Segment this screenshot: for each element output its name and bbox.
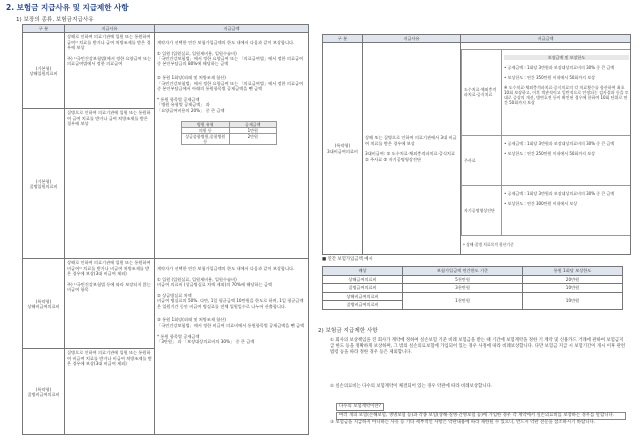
col-header-reason: 지급사유 [65,25,155,33]
limits-table [461,49,631,236]
cell: 10만원 [523,292,623,309]
restriction-para-2: ② 실손의료비는 다수의 보험계약이 체결되어 있는 경우 약관에 따라 비례보상합니다. [330,384,493,389]
hospital-type-table [181,121,277,145]
sub-cell: 의원 등 [182,127,230,133]
page-title: 2. 보험금 지급사유 및 지급제한 사항 [6,3,129,12]
example-table [322,266,623,310]
row-amount [155,33,309,259]
col-header-category: 구 분 [323,35,363,43]
boxed-text: 여러 개의 보험(손해보험, 생명보험 등)과 각종 보험(상해·질병·간병보험 등)에 가입한 경우 각 계약에서 실손의료비를 보장하는 경우를 말합니다. [336,412,626,420]
sub-cell: 2만원 [229,133,277,144]
row-amount [461,43,631,255]
cell: 상해비급여의료비 [323,292,403,300]
amount-text: 계약자가 선택한 연간 보험가입금액의 한도 내에서 다음과 같이 보상합니다. ① 입원 (입원실료, 입원제비용, 입원수술비) 「국민건강보험법」에서 정한 요양급여 또는 「의료급여법」에서 정한 의료급여 중 본인부담금의 80%에 해당하는 금액 [157,39,304,67]
section-line: • 보상한도 : 연간 300만원 이내에서 보상 [504,200,578,206]
section-line: • 보상한도 : 연간 250만원 이내에서 50회까지 보상 [504,150,596,156]
col-header-reason: 지급사유 [363,35,461,43]
row-reason: 질병으로 인하여 의료기관에 입원 또는 통원하여 비급여 치료를 받거나 비급여 처방조제를 받은 경우에 보상(3대 비급여 제외) [65,349,155,435]
row-reason: 상해로 인하여 의료기관에 입원 또는 통원하여 비급여¹⁾ 치료를 받거나 비급여 처방조제를 받은 경우에 보상(3대 비급여 제외) 주) ¹⁾국민건강보험법 등에 따라 보장되지 않는 비급여 항목 [65,259,155,349]
sub-cell: 공제금액 [229,121,277,127]
row-category: (특약형) 질병비급여의료비 [23,349,65,435]
section-lines [502,49,631,135]
row-category: (특약형) 상해비급여의료비 [23,259,65,349]
cell: 질병비급여의료비 [323,301,403,309]
row-category: (기본형) 질병입원의료비 [23,109,65,259]
table-row [23,259,309,349]
amount-text: 계약자가 선택한 연간 보험가입금액의 한도 내에서 다음과 같이 보상합니다. ① 입원 (입원실료, 입원제비용, 입원수술비) 비급여 의료비 (상급병실료 차액 제외)의 70%에 해당하는 금액 ② 상급병실료 차액 비급여 병실료의 50%. 다만, 1일 평균금액 10만원을 한도로 하며, 1일 평균금액은 입원기간 동안 비급여 병실료를 전체 입원일수로 나누어 산출합니다. [157,265,304,309]
row-category: (기본형) 상해입원의료비 [23,33,65,109]
table-row [323,43,631,255]
section-line: 보장금액 및 보장한도 [504,55,629,60]
row-category: (특약형) 3대비급여의료비 [323,43,363,255]
example-heading: ■ 연간 보험가입금액 예시 [322,257,373,262]
cell: 상해급여의료비 [323,276,403,284]
sub-cell: 1만원 [229,127,277,133]
restriction-heading: 2) 보험금 지급제한 사항 [318,328,378,334]
restriction-para-3: ③ 보험금을 지급하지 아니하는 사유 등 기타 세부적인 사항은 약관내용에 따라 제한될 수 있으니, 반드시 약관 전문을 참조하시기 바랍니다. [330,420,596,425]
row-reason: 상해 또는 질병으로 인하여 의료기관에서 3대 비급여 치료를 받은 경우에 보상 3대비급여: ① 도수치료·체외충격파치료·증식치료 ② 주사료 ③ 자기공명영상진단 [363,43,461,255]
cell: 20만원 [523,276,623,284]
col-header: 통원 1회당 보상한도 [523,267,623,276]
table-row [23,33,309,109]
sub-cell: 병원 유형 [182,121,230,127]
section-lines [502,135,631,185]
boxed-title: 다수의 보험계약이란? [336,403,384,411]
col-header-category: 구 분 [23,25,65,33]
section-name: 주사료 [462,135,502,185]
section-name: 도수치료·체외충격파치료·증식치료 [462,49,502,135]
cell: 10만원 [523,284,623,292]
cell: 5천만원 [403,276,523,284]
section-line: • 공제금액 : 1회당 3만원과 보장대상의료비의 30% 중 큰 금액 [504,64,615,70]
row-reason: 질병으로 인하여 의료기관에 입원 또는 통원하여 급여 치료를 받거나 급여 처방조제를 받은 경우에 보상 [65,109,155,259]
row-reason: 상해로 인하여 의료기관에 입원 또는 통원하여 급여¹⁾ 치료를 받거나 급여 처방조제를 받은 경우에 보상 주) ¹⁾국민건강보험법(에서 정한 요양급여 또는 의료급여법에서 정한 의료급여 [65,33,155,109]
section-line: • 보상한도 : 연간 350만원 이내에서 50회까지 보상 [504,74,596,80]
cell: 질병급여의료비 [323,284,403,292]
section-subtitle: 1) 보장의 종류, 보험금지급사유 [16,17,94,23]
noncovered-table [322,34,631,255]
coverage-table [22,24,309,435]
cell: 1천만원 [403,292,523,309]
row-amount [155,259,309,435]
section-line: • 공제금액 : 1회당 3만원과 보장대상의료비의 30% 중 큰 금액 [504,190,615,196]
restriction-para-1: ① 회사의 보상책임을 진 회사가 계약에 정하여 실손보험 기준 비례 보험금을 받는 때 기간에 보험계약을 정한 기 계약 및 신용카드 거래에 관하여 보험금지급 한도 등을 정확하게 보상하며, 그 밖의 실손의료보험에 가입되어 있는 경우 사정에 따라 비례보상합니다. 다만 보험금 지급 시 보험기간이 개시 이후 관련 법령 등을 따라 정한 경우 등은 제외합니다. [330,338,626,355]
section-name: 자기공명영상진단 [462,185,502,235]
multi-contract-box [336,392,626,420]
col-header: 보험가입금액 연간한도 기준 [403,267,523,276]
table-footnote: * 상해·질병 치료목적 합산기준 [463,242,514,248]
col-header-amount: 지급금액 [155,25,309,33]
col-header: 배상 [323,267,403,276]
amount-text-2: ② 통원 1회당(외래 및 처방조제 합산) 「국민건강보험법」에서 정한 요양급여 또는 「의료급여법」에서 정한 의료급여 중 본인부담금에서 아래의 통원항목별 공제금액을 뺀 금액 * 통원 항목별 공제금액 「병원 유형별 공제금액」 과 「요양급여비용의 20%」 중 큰 금액 [157,75,304,113]
amount-text-2: ③ 통원 1회당(외래 및 처방조제 합산) 「국민건강보험법」에서 정한 비급여 의료비에서 통원항목별 공제금액을 뺀 금액 * 통원 항목별 공제금액 「3만원」 과 「보장대상의료비의 30%」 중 큰 금액 [157,317,305,345]
col-header-amount: 지급금액 [461,35,631,43]
section-line: • 공제금액 : 1회당 3만원과 보장대상의료비의 30% 중 큰 금액 [504,140,615,146]
sub-cell: 상급종합병원,종합병원 등 [182,133,230,144]
section-line: ※ 도수치료·체외충격파치료·증식치료의 각 치료횟수를 합산하여 최초 10회 보장하고, 이후 객관적이고 일반적으로 인정되는 검사결과 등을 토대로 증상의 개선, 병변호전 등이 확인된 경우에 한하여 10회 단위로 연간 50회까지 보상 [504,84,629,105]
cell: 3천만원 [403,284,523,292]
section-lines [502,185,631,235]
